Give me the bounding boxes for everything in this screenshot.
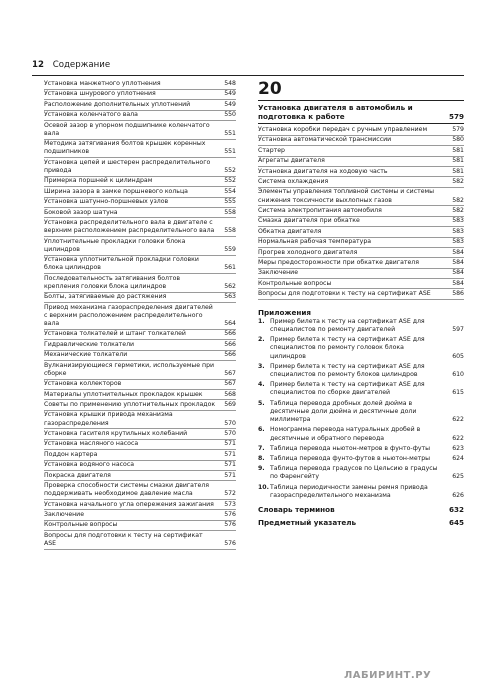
toc-entry-page: 568 [224, 390, 236, 398]
toc-entry-title: Установка шатунно-поршневых узлов [44, 198, 169, 206]
appendix-title: Номограмма перевода натуральных дробей в десятичные и обратного перевода [270, 426, 421, 442]
toc-entry-title: Привод механизма газораспределения двигателей с верхним расположением распределительного вала [44, 303, 213, 328]
appendix-entry[interactable] [258, 363, 464, 379]
toc-entry-title: Установка толкателей и штанг толкателей [44, 330, 186, 338]
toc-entry-title: Вулканизирующиеся герметики, используемые при сборке [44, 361, 215, 377]
toc-entry-page: 566 [224, 340, 236, 348]
appendix-page: 622 [452, 416, 464, 424]
toc-entry-page: 571 [224, 471, 236, 479]
toc-entry-page: 571 [224, 440, 236, 448]
appendix-page: 622 [452, 434, 464, 442]
appendix-number: 2. [258, 336, 265, 344]
toc-entry-title: Меры предосторожности при обкатке двигателя [258, 258, 419, 266]
toc-entry[interactable] [258, 217, 464, 225]
toc-entry-title: Установка гасителя крутильных колебаний [44, 430, 188, 437]
appendix-page: 597 [452, 326, 464, 334]
toc-entry-page: 583 [452, 227, 464, 235]
toc-entry-title: Вопросы для подготовки к тесту на сертификат ASE [44, 531, 203, 547]
appendix-gap [258, 500, 464, 502]
toc-entry-title: Материалы уплотнительных прокладок крышек [44, 390, 203, 398]
appendix-page: 610 [452, 371, 464, 379]
toc-entry[interactable] [44, 351, 236, 359]
toc-entry[interactable] [44, 275, 236, 291]
appendix-number: 1. [258, 317, 265, 325]
index-row[interactable] [258, 518, 464, 528]
appendix-page: 615 [452, 389, 464, 397]
toc-entry[interactable] [258, 126, 464, 134]
toc-entry-page: 551 [224, 129, 236, 137]
toc-entry-title: Ширина зазора в замке поршневого кольца [44, 187, 188, 195]
toc-entry[interactable] [44, 521, 236, 529]
toc-entry-page: 570 [224, 430, 236, 437]
toc-entry[interactable] [44, 209, 236, 217]
appendix-number: 3. [258, 362, 265, 370]
toc-entry-page: 571 [224, 450, 236, 458]
toc-entry[interactable] [258, 290, 464, 298]
toc-entry[interactable] [258, 168, 464, 176]
chapter-title-rule [258, 123, 464, 124]
toc-entry-title: Гидравлические толкатели [44, 340, 135, 348]
toc-entry-page: 570 [224, 419, 236, 427]
toc-entry-title: Установка водяного насоса [44, 461, 135, 469]
toc-entry-title: Установка коробки передач с ручным управлением [258, 126, 428, 133]
toc-entry[interactable] [44, 461, 236, 469]
toc-entry-page: 586 [452, 290, 464, 298]
toc-entry-title: Установка уплотнительной прокладки головки блока цилиндров [44, 256, 199, 272]
toc-entry-title: Последовательность затягивания болтов крепления головки блока цилиндров [44, 274, 181, 290]
appendix-title: Пример билета к тесту на сертификат ASE для специалистов по ремонту головок блока цилиндров [270, 336, 425, 360]
toc-entry-title: Вопросы для подготовки к тесту на сертификат ASE [258, 290, 431, 298]
toc-entry[interactable] [44, 362, 236, 378]
toc-entry-page: 552 [224, 177, 236, 185]
toc-entry[interactable] [258, 238, 464, 246]
toc-entry-page: 549 [224, 90, 236, 98]
toc-entry-title: Установка коленчатого вала [44, 111, 138, 119]
toc-entry[interactable] [44, 451, 236, 459]
chapter-entries [258, 126, 464, 300]
chapter-rule [258, 100, 464, 101]
appendix-title: Пример билета к тесту на сертификат ASE для специалистов по ремонту блоков цилиндров [270, 362, 425, 379]
toc-entry[interactable] [44, 440, 236, 448]
toc-entry[interactable] [44, 219, 236, 235]
appendix-heading: Приложения [258, 307, 312, 317]
toc-entry-page: 581 [452, 146, 464, 154]
toc-entry-title: Расположение дополнительных уплотнений [44, 100, 191, 108]
toc-entry[interactable] [258, 147, 464, 155]
toc-entry[interactable] [258, 207, 464, 215]
toc-entry-page: 561 [224, 264, 236, 272]
toc-entry[interactable] [44, 511, 236, 519]
toc-entry-title: Контрольные вопросы [44, 521, 118, 529]
appendix-entry[interactable] [258, 336, 464, 361]
toc-entry[interactable] [258, 188, 464, 204]
appendix-number: 7. [258, 444, 265, 452]
toc-entry[interactable] [44, 256, 236, 272]
toc-entry-page: 583 [452, 217, 464, 225]
toc-entry-title: Установка двигателя на ходовую часть [258, 167, 388, 175]
appendix-title: Пример билета к тесту на сертификат ASE для специалистов по ремонту двигателей [270, 317, 425, 334]
toc-entry-title: Нормальная рабочая температура [258, 238, 372, 246]
toc-entry-page: 584 [452, 269, 464, 277]
toc-entry-title: Заключение [44, 510, 84, 518]
toc-entry-page: 566 [224, 330, 236, 338]
appendix-entry[interactable] [258, 455, 464, 463]
toc-entry-page: 576 [224, 510, 236, 518]
appendix-title: Таблица перевода ньютон-метров в фунто-футы [270, 444, 431, 452]
toc-entry[interactable] [258, 228, 464, 236]
toc-entry-page: 569 [224, 401, 236, 409]
toc-entry-page: 558 [224, 208, 236, 216]
appendix-entry[interactable] [258, 400, 464, 425]
appendix-entry[interactable] [258, 426, 464, 442]
appendix-title: Таблица периодичности замены ремня привода газораспределительного механизма [270, 483, 428, 499]
toc-entry-title: Смазка двигателя при обкатке [258, 217, 360, 225]
toc-entry[interactable] [44, 159, 236, 175]
toc-entry-page: 584 [452, 248, 464, 256]
toc-entry[interactable] [44, 391, 236, 399]
toc-entry[interactable] [44, 140, 236, 156]
toc-entry[interactable] [44, 293, 236, 301]
page-header [32, 60, 110, 70]
toc-entry-title: Установка коллекторов [44, 380, 122, 388]
appendix-entry[interactable] [258, 381, 464, 397]
toc-entry[interactable] [44, 90, 236, 98]
toc-entry[interactable] [44, 122, 236, 138]
toc-entry[interactable] [44, 411, 236, 427]
toc-entry-page: 548 [224, 80, 236, 87]
toc-entry-page: 581 [452, 167, 464, 175]
toc-entry-page: 581 [452, 157, 464, 165]
toc-entry-title: Механические толкатели [44, 351, 128, 359]
appendix-page: 623 [452, 444, 464, 452]
toc-entry-page: 566 [224, 351, 236, 359]
appendix-number: 5. [258, 399, 265, 407]
toc-entry-title: Советы по применению уплотнительных прокладок [44, 401, 216, 409]
toc-entry[interactable] [44, 532, 236, 548]
toc-entry-title: Обкатка двигателя [258, 227, 322, 235]
appendix-title: Таблица перевода градусов по Цельсию в градусы по Фаренгейту [270, 465, 438, 481]
toc-entry[interactable] [258, 178, 464, 186]
toc-entry-page: 580 [452, 136, 464, 144]
appendix-page: 624 [452, 454, 464, 462]
appendix-title: Пример билета к тесту на сертификат ASE для специалистов по сборке двигателей [270, 381, 425, 397]
toc-entry-title: Элементы управления топливной системы и системы снижения токсичности выхлопных газов [258, 188, 435, 204]
toc-left-column [44, 80, 236, 550]
chapter-title: Установка двигателя в автомобиль и подготовка к работе [258, 103, 413, 121]
toc-entry[interactable] [44, 177, 236, 185]
page-number: 12 [32, 60, 44, 70]
entry-separator [44, 549, 236, 550]
toc-entry[interactable] [258, 269, 464, 277]
toc-entry-title: Уплотнительные прокладки головки блока цилиндров [44, 237, 186, 253]
appendix-page: 625 [452, 473, 464, 481]
toc-entry-title: Покраска двигателя [44, 471, 111, 479]
chapter-title-row[interactable] [258, 103, 464, 121]
index-label: Предметный указатель [258, 517, 357, 527]
toc-entry-title: Установка начального угла опережения зажигания [44, 500, 214, 508]
page-title: Содержание [52, 60, 111, 70]
toc-entry-page: 564 [224, 320, 236, 328]
watermark-text: ЛАБИРИНТ.РУ [344, 670, 432, 681]
toc-entry-title: Стартер [258, 146, 285, 154]
toc-entry-page: 582 [452, 196, 464, 204]
toc-entry-title: Осевой зазор в упорном подшипнике коленчатого вала [44, 121, 210, 137]
toc-entry[interactable] [44, 380, 236, 388]
appendix-number: 8. [258, 454, 265, 462]
toc-entry-title: Установка манжетного уплотнения [44, 80, 161, 87]
appendix-page: 626 [452, 491, 464, 499]
toc-entry[interactable] [44, 304, 236, 329]
toc-entry-title: Система охлаждения [258, 177, 329, 185]
glossary-page: 632 [448, 504, 464, 514]
toc-entry-page: 567 [224, 369, 236, 377]
watermark-logo [344, 670, 431, 681]
toc-right-column [258, 80, 464, 528]
chapter-page: 579 [448, 112, 464, 121]
toc-entry-title: Заключение [258, 269, 298, 277]
toc-entry-title: Установка цепей и шестерен распределительного привода [44, 158, 211, 174]
toc-entry-title: Контрольные вопросы [258, 279, 332, 287]
toc-entry[interactable] [44, 198, 236, 206]
entry-separator [258, 299, 464, 300]
index-page: 645 [448, 517, 464, 527]
toc-entry-title: Поддон картера [44, 450, 98, 458]
toc-entry-title: Боковой зазор шатуна [44, 208, 118, 216]
appendix-title: Таблица перевода дробных долей дюйма в десятичные доли дюйма и десятичные доли миллиметра [270, 399, 417, 424]
toc-entry-page: 573 [224, 500, 236, 508]
toc-entry[interactable] [44, 430, 236, 438]
toc-entry[interactable] [44, 341, 236, 349]
toc-entry-title: Болты, затягиваемые до растяжения [44, 293, 167, 301]
appendix-page: 605 [452, 352, 464, 360]
toc-entry-title: Проверка способности системы смазки двигателя поддерживать необходимое давление масла [44, 481, 210, 498]
appendix-number: 6. [258, 426, 265, 434]
toc-entry[interactable] [44, 80, 236, 88]
toc-entry-page: 555 [224, 198, 236, 206]
appendix-entry[interactable] [258, 465, 464, 481]
toc-entry[interactable] [258, 157, 464, 165]
toc-entry[interactable] [258, 259, 464, 267]
appendix-entry[interactable] [258, 318, 464, 334]
toc-entry[interactable] [44, 238, 236, 254]
glossary-row[interactable] [258, 505, 464, 515]
toc-entry-page: 559 [224, 245, 236, 253]
appendix-entry[interactable] [258, 445, 464, 453]
toc-entry-title: Установка распределительного вала в двигателе с верхним расположением распределительного вала [44, 218, 215, 235]
toc-entry-title: Установка масляного насоса [44, 440, 139, 448]
toc-entry-page: 583 [452, 238, 464, 246]
glossary-label: Словарь терминов [258, 504, 335, 514]
toc-entry-page: 584 [452, 279, 464, 287]
toc-entry[interactable] [258, 136, 464, 144]
toc-entry-title: Прогрев холодного двигателя [258, 248, 358, 256]
toc-entry-title: Методика затягивания болтов крышек коренных подшипников [44, 140, 206, 156]
toc-entry-title: Система электропитания автомобиля [258, 206, 382, 214]
toc-entry[interactable] [44, 101, 236, 109]
toc-entry-page: 567 [224, 380, 236, 388]
toc-entry-page: 582 [452, 206, 464, 214]
appendix-number: 9. [258, 465, 265, 473]
toc-entry-title: Установка шнурового уплотнения [44, 90, 156, 98]
toc-entry-page: 572 [224, 490, 236, 498]
toc-entry-title: Установка автоматической трансмиссии [258, 136, 392, 144]
toc-entry[interactable] [44, 482, 236, 498]
toc-entry-page: 562 [224, 282, 236, 290]
toc-entry-page: 563 [224, 293, 236, 301]
header-rule [32, 75, 464, 76]
appendix-entry[interactable] [258, 484, 464, 500]
toc-entry-page: 549 [224, 100, 236, 108]
toc-entry-page: 582 [452, 177, 464, 185]
toc-entry[interactable] [44, 501, 236, 509]
toc-entry-page: 576 [224, 521, 236, 529]
toc-entry-page: 550 [224, 111, 236, 119]
toc-entry[interactable] [44, 330, 236, 338]
toc-entry-title: Примерка поршней к цилиндрам [44, 177, 153, 185]
toc-entry[interactable] [258, 249, 464, 257]
appendix-number: 10. [258, 483, 269, 491]
toc-entry-page: 571 [224, 461, 236, 469]
toc-entry-page: 584 [452, 258, 464, 266]
toc-entry-page: 552 [224, 166, 236, 174]
appendix-number: 4. [258, 381, 265, 389]
appendix-title: Таблица перевода фунто-футов в ньютон-метры [270, 454, 431, 462]
toc-entry-page: 579 [452, 126, 464, 133]
toc-entry-page: 576 [224, 539, 236, 547]
toc-entry[interactable] [44, 111, 236, 119]
toc-entry[interactable] [44, 472, 236, 480]
chapter-number: 20 [258, 79, 282, 99]
toc-entry-title: Агрегаты двигателя [258, 157, 325, 165]
toc-entry[interactable] [44, 401, 236, 409]
toc-entry[interactable] [44, 188, 236, 196]
toc-entry[interactable] [258, 280, 464, 288]
toc-entry-page: 554 [224, 187, 236, 195]
toc-entry-page: 551 [224, 148, 236, 156]
toc-entry-page: 558 [224, 227, 236, 235]
toc-entry-title: Установка крышки привода механизма газораспределения [44, 411, 173, 427]
appendix-entries [258, 318, 464, 502]
